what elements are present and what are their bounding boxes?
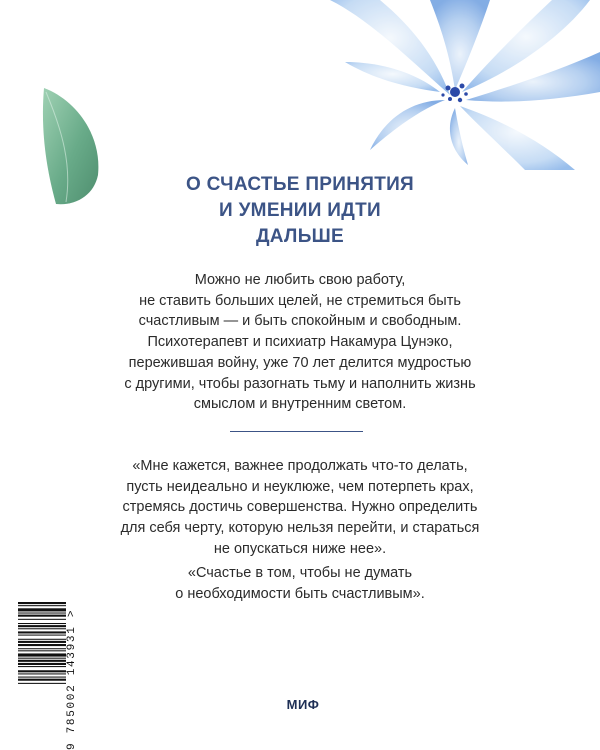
barcode-bar [18, 670, 66, 672]
quote-line: стремясь достичь совершенства. Нужно определить [122, 499, 478, 516]
quote-block-1 [80, 456, 520, 560]
description-line: не ставить больших целей, не стремиться быть [139, 292, 461, 309]
barcode-bar [18, 628, 66, 629]
barcode-icon [18, 600, 66, 750]
barcode-bar [18, 608, 66, 611]
quote-line: о необходимости быть счастливым». [175, 585, 425, 602]
barcode-bar [18, 679, 66, 681]
barcode-bar [18, 623, 66, 624]
cover-description [90, 270, 510, 415]
blue-watercolor-flower-icon [290, 0, 600, 170]
barcode-bar [18, 602, 66, 604]
cover-title-line: И УМЕНИИ ИДТИ [219, 200, 381, 221]
cover-title-line: О СЧАСТЬЕ ПРИНЯТИЯ [185, 174, 415, 195]
barcode-bar [18, 625, 66, 627]
isbn-digits: 9 785002 143931 > [66, 608, 78, 750]
description-line: Можно не любить свою работу, [194, 272, 406, 288]
section-divider [230, 431, 363, 432]
barcode-bar [18, 653, 66, 656]
quote-line: для себя черту, которую нельзя перейти, и стараться [120, 520, 480, 537]
barcode-bar [18, 683, 66, 684]
barcode-bar [18, 605, 66, 606]
description-line: Психотерапевт и психиатр Накамура Цунэко, [147, 334, 453, 351]
barcode-bar [18, 613, 66, 614]
barcode-bar [18, 677, 66, 678]
barcode-bar [18, 666, 66, 667]
description-line: смыслом и внутренним светом. [193, 396, 407, 413]
quote-line: «Счастье в том, чтобы не думать [187, 565, 413, 581]
barcode-bar [18, 641, 66, 643]
isbn-barcode [18, 600, 110, 750]
barcode-bar [18, 635, 66, 636]
barcode-bar [18, 631, 66, 633]
quote-line: «Мне кажется, важнее продолжать что-то делать, [132, 458, 468, 474]
quote-line: не опускаться ниже нее». [213, 540, 387, 557]
quote-line: пусть неидеально и неуклюже, чем потерпеть крах, [126, 478, 474, 495]
cover-title [120, 172, 480, 250]
cover-title-line: ДАЛЬШЕ [255, 226, 345, 247]
barcode-bar [18, 660, 66, 662]
barcode-bar [18, 650, 66, 651]
barcode-bar [18, 639, 66, 640]
description-line: с другими, чтобы разогнать тьму и наполнить жизнь [124, 375, 476, 392]
barcode-bar [18, 615, 66, 617]
description-line: счастливым — и быть спокойным и свободным. [138, 313, 462, 330]
barcode-bar [18, 648, 66, 649]
barcode-bar [18, 619, 66, 620]
green-watercolor-leaf-icon [36, 80, 106, 210]
quote-block-2 [80, 563, 520, 604]
barcode-bar [18, 658, 66, 659]
publisher-logo: МИФ [286, 697, 320, 712]
barcode-bar [18, 663, 66, 665]
description-line: пережившая войну, уже 70 лет делится мудростью [128, 354, 472, 371]
barcode-bar [18, 673, 66, 674]
barcode-bar [18, 644, 66, 646]
